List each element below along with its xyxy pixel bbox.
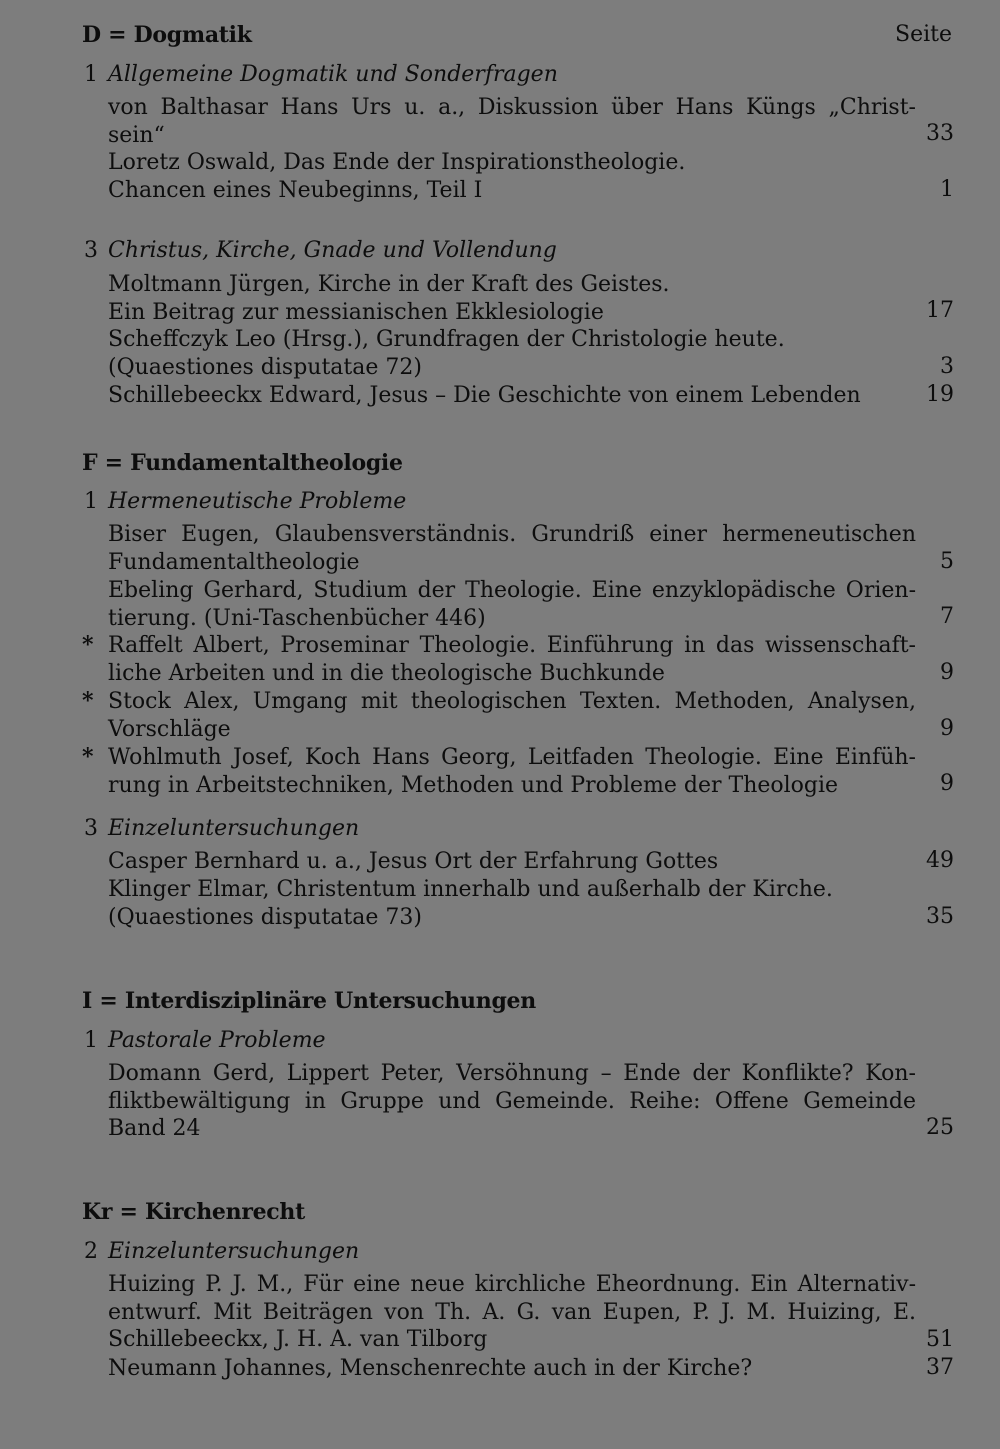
- page-number: 37: [926, 1355, 954, 1380]
- entry-line: Neumann Johannes, Menschenrechte auch in der Kirche?: [108, 1356, 753, 1381]
- page-number: 3: [940, 354, 954, 379]
- page-number: 5: [940, 549, 954, 574]
- entry-line: Domann Gerd, Lippert Peter, Versöhnung – Ende der Konflikte? Kon-: [108, 1061, 916, 1086]
- subsection-number: 2: [84, 1239, 98, 1264]
- entry-line: Biser Eugen, Glaubensverständnis. Grundriß einer hermeneutischen: [108, 522, 916, 547]
- entry-line: Ebeling Gerhard, Studium der Theologie. Eine enzyklopädische Orien-: [108, 578, 916, 603]
- section-heading-interdisziplinaere: I = Interdisziplinäre Untersuchungen: [82, 988, 536, 1014]
- seite-label: Seite: [895, 22, 952, 47]
- page-number: 9: [940, 716, 954, 741]
- asterisk-marker: *: [82, 632, 94, 658]
- entry-line: fliktbewältigung in Gruppe und Gemeinde. Reihe: Offene Gemeinde: [108, 1088, 916, 1114]
- list-item: [108, 521, 916, 576]
- list-item: [108, 149, 916, 204]
- subsection-title: Einzeluntersuchungen: [108, 816, 360, 841]
- entry-line: liche Arbeiten und in die theologische Buchkunde: [108, 660, 665, 686]
- entry-line: Stock Alex, Umgang mit theologischen Texten. Methoden, Analysen,: [108, 689, 916, 714]
- subsection-heading: [84, 489, 406, 514]
- subsection-heading: [84, 238, 557, 263]
- entry-line: Band 24: [108, 1116, 201, 1142]
- entry-line: rung in Arbeitstechniken, Methoden und Probleme der Theologie: [108, 772, 839, 798]
- subsection-heading: [84, 816, 359, 841]
- list-item: [108, 382, 916, 410]
- list-item: [108, 1060, 916, 1143]
- page-number: 51: [926, 1327, 954, 1352]
- subsection-title: Pastorale Probleme: [108, 1028, 326, 1053]
- list-item: [108, 271, 916, 326]
- section-heading-fundamentaltheologie: F = Fundamentaltheologie: [82, 450, 403, 476]
- entry-line: Chancen eines Neubeginns, Teil I: [108, 177, 483, 203]
- section-heading-dogmatik: D = Dogmatik: [82, 22, 252, 48]
- entry-line: Wohlmuth Josef, Koch Hans Georg, Leitfaden Theologie. Eine Einfüh-: [108, 745, 916, 770]
- entry-line: (Quaestiones disputatae 73): [108, 904, 422, 930]
- subsection-number: 1: [84, 489, 98, 514]
- subsection-number: 3: [84, 816, 98, 841]
- entry-line: Fundamentaltheologie: [108, 549, 360, 575]
- entry-line: Schillebeeckx, J. H. A. van Tilborg: [108, 1327, 488, 1353]
- page-number: 35: [926, 904, 954, 929]
- list-item: [108, 94, 916, 149]
- list-item: [108, 876, 916, 931]
- list-item: [108, 744, 916, 799]
- entry-line: Ein Beitrag zur messianischen Ekklesiologie: [108, 299, 604, 325]
- list-item: [108, 1271, 916, 1354]
- page-number: 1: [940, 177, 954, 202]
- list-item: [108, 1355, 916, 1383]
- entry-line: (Quaestiones disputatae 72): [108, 354, 422, 380]
- page-number: 9: [940, 771, 954, 796]
- entry-line: Casper Bernhard u. a., Jesus Ort der Erfahrung Gottes: [108, 849, 719, 874]
- entry-line: sein“: [108, 122, 165, 148]
- entry-line: Moltmann Jürgen, Kirche in der Kraft des Geistes.: [108, 272, 670, 297]
- entry-line: Vorschläge: [108, 716, 231, 742]
- entry-line: Schillebeeckx Edward, Jesus – Die Geschichte von einem Lebenden: [108, 383, 861, 408]
- entry-line: Raffelt Albert, Proseminar Theologie. Einführung in das wissenschaft-: [108, 633, 916, 658]
- page-number: 25: [926, 1115, 954, 1140]
- entry-line: tierung. (Uni-Taschenbücher 446): [108, 605, 486, 631]
- entry-line: Huizing P. J. M., Für eine neue kirchliche Eheordnung. Ein Alternativ-: [108, 1272, 916, 1297]
- asterisk-marker: *: [82, 744, 94, 770]
- list-item: [108, 632, 916, 687]
- entry-line: entwurf. Mit Beiträgen von Th. A. G. van Eupen, P. J. M. Huizing, E.: [108, 1299, 916, 1325]
- asterisk-marker: *: [82, 688, 94, 714]
- page-number: 17: [926, 298, 954, 323]
- subsection-number: 1: [84, 62, 98, 87]
- list-item: [108, 688, 916, 743]
- subsection-heading: [84, 1239, 359, 1264]
- subsection-number: 3: [84, 238, 98, 263]
- list-item: [108, 326, 916, 381]
- entry-line: Scheffczyk Leo (Hrsg.), Grundfragen der Christologie heute.: [108, 327, 785, 352]
- section-heading-kirchenrecht: Kr = Kirchenrecht: [82, 1199, 305, 1225]
- page-number: 7: [940, 604, 954, 629]
- subsection-heading: [84, 1028, 326, 1053]
- entry-line: Loretz Oswald, Das Ende der Inspirationstheologie.: [108, 150, 686, 175]
- page-number: 33: [926, 121, 954, 146]
- subsection-title: Christus, Kirche, Gnade und Vollendung: [108, 238, 557, 263]
- entry-line: Klinger Elmar, Christentum innerhalb und außerhalb der Kirche.: [108, 877, 833, 902]
- page-number: 19: [926, 382, 954, 407]
- page-number: 49: [926, 848, 954, 873]
- subsection-title: Allgemeine Dogmatik und Sonderfragen: [108, 62, 558, 87]
- list-item: [108, 848, 916, 876]
- subsection-heading: [84, 62, 558, 87]
- subsection-number: 1: [84, 1028, 98, 1053]
- list-item: [108, 577, 916, 632]
- subsection-title: Hermeneutische Probleme: [108, 489, 407, 514]
- page-number: 9: [940, 660, 954, 685]
- entry-line: von Balthasar Hans Urs u. a., Diskussion über Hans Küngs „Christ-: [108, 95, 916, 120]
- subsection-title: Einzeluntersuchungen: [108, 1239, 360, 1264]
